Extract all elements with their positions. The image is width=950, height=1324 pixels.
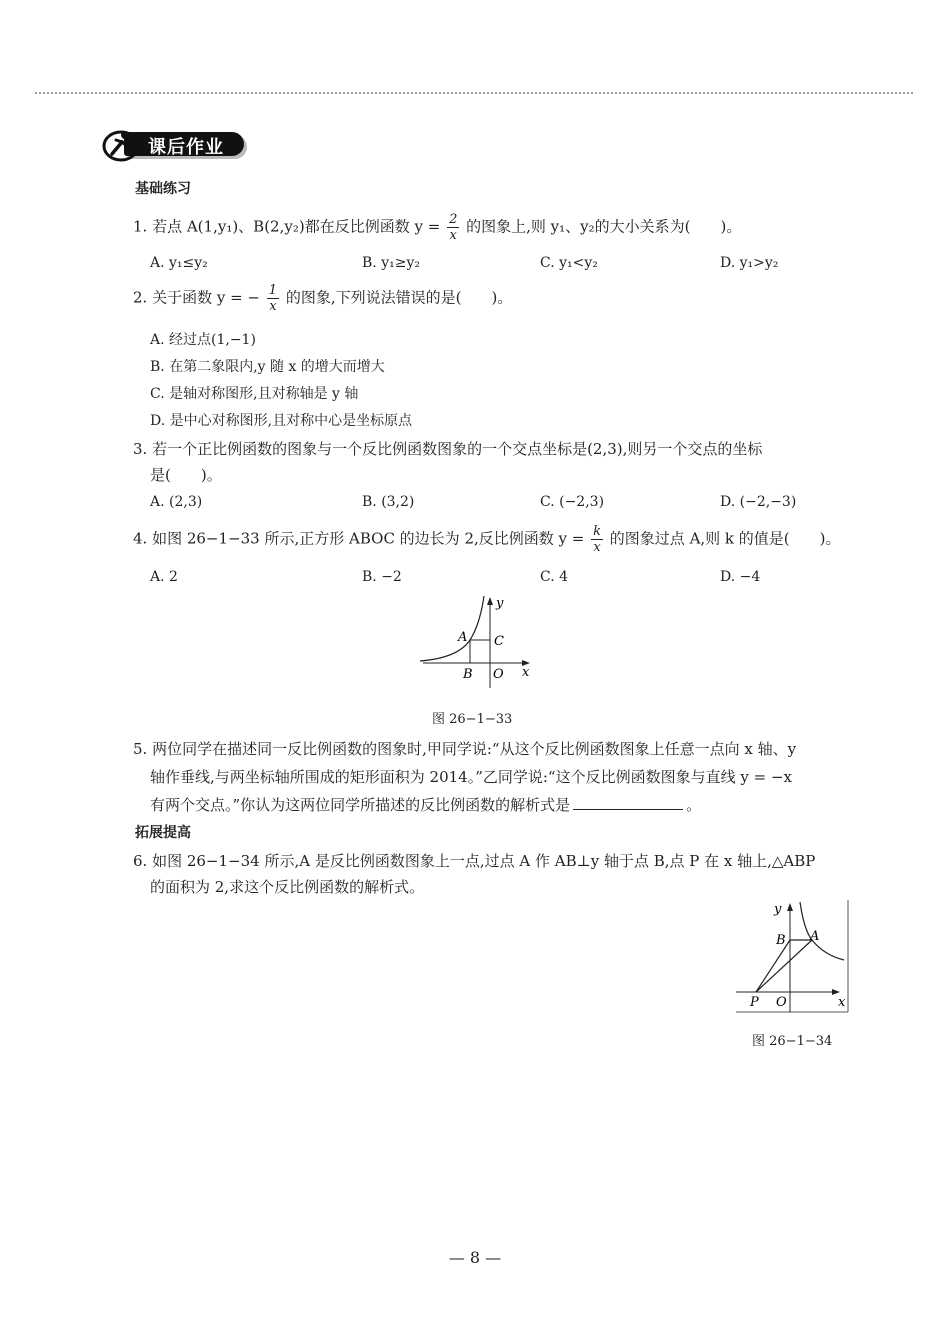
q4-text-a: 4. 如图 26−1−33 所示,正方形 ABOC 的边长为 2,反比例函数 y = — [133, 529, 585, 548]
label-a: A — [810, 929, 820, 944]
section-title: 课后作业 — [148, 137, 224, 158]
label-o: O — [493, 667, 504, 682]
q4-option-b: B. −2 — [362, 569, 402, 585]
q4-option-d: D. −4 — [720, 569, 761, 585]
hyperbola-curve — [420, 596, 484, 661]
figure-26-1-34 — [736, 900, 850, 1014]
q2-option-a: A. 经过点(1,−1) — [150, 332, 256, 348]
figure-26-1-33 — [418, 594, 536, 692]
q2-text-a: 2. 关于函数 y = − — [133, 288, 260, 307]
figure-26-1-34-caption: 图 26−1−34 — [752, 1034, 833, 1049]
q2-option-c: C. 是轴对称图形,且对称轴是 y 轴 — [150, 386, 359, 402]
label-x: x — [522, 665, 530, 680]
question-3-line-1: 3. 若一个正比例函数的图象与一个反比例函数图象的一个交点坐标是(2,3),则另一个交点的坐标 — [133, 440, 763, 458]
question-4 — [133, 525, 841, 554]
q2-option-d: D. 是中心对称图形,且对称中心是坐标原点 — [150, 413, 413, 429]
q1-option-d: D. y₁>y₂ — [720, 255, 779, 271]
label-y: y — [496, 596, 504, 611]
y-axis-arrow-icon — [787, 903, 793, 911]
q1-option-a: A. y₁≤y₂ — [150, 255, 208, 271]
q5-answer-blank[interactable] — [573, 809, 683, 810]
question-6-line-2: 的面积为 2,求这个反比例函数的解析式。 — [150, 878, 425, 896]
question-6-line-1: 6. 如图 26−1−34 所示,A 是反比例函数图象上一点,过点 A 作 AB⊥y 轴于点 B,点 P 在 x 轴上,△ABP — [133, 852, 816, 870]
page-number: — 8 — — [448, 1248, 502, 1267]
label-b: B — [463, 667, 473, 682]
q5-text-a: 有两个交点。”你认为这两位同学所描述的反比例函数的解析式是 — [150, 796, 571, 814]
q1-text-b: 的图象上,则 y₁、y₂的大小关系为( )。 — [466, 217, 742, 236]
q3-option-b: B. (3,2) — [362, 494, 415, 510]
label-x: x — [838, 995, 846, 1010]
label-o: O — [776, 995, 787, 1010]
y-axis-arrow-icon — [487, 597, 493, 605]
q4-fraction: $\frac{k}{x}$ — [593, 524, 602, 555]
advanced-practice-heading: 拓展提高 — [135, 825, 191, 841]
q4-option-c: C. 4 — [540, 569, 569, 585]
q3-option-c: C. (−2,3) — [540, 494, 605, 510]
runner-logo-icon — [102, 128, 144, 162]
label-b: B — [776, 933, 786, 948]
label-a: A — [458, 630, 468, 645]
label-y: y — [774, 902, 782, 917]
question-1 — [133, 213, 741, 242]
q1-option-c: C. y₁<y₂ — [540, 255, 598, 271]
q2-fraction: $\frac{1}{x}$ — [268, 283, 278, 314]
square-abco — [470, 640, 490, 663]
question-5-line-3 — [150, 794, 701, 815]
q3-option-a: A. (2,3) — [150, 494, 203, 510]
header-divider — [35, 92, 913, 94]
q2-text-b: 的图象,下列说法错误的是( )。 — [285, 288, 513, 307]
question-2 — [133, 284, 512, 313]
q4-text-b: 的图象过点 A,则 k 的值是( )。 — [609, 529, 841, 548]
question-3-line-2: 是( )。 — [150, 466, 222, 484]
label-p: P — [750, 995, 759, 1010]
q5-text-b: 。 — [686, 796, 702, 814]
question-5-line-2: 轴作垂线,与两坐标轴所围成的矩形面积为 2014。”乙同学说:“这个反比例函数图象与直线 y = −x — [150, 768, 792, 786]
question-5-line-1: 5. 两位同学在描述同一反比例函数的图象时,甲同学说:“从这个反比例函数图象上任意一点向 x 轴、y — [133, 740, 797, 758]
basic-practice-heading: 基础练习 — [135, 181, 191, 197]
label-c: C — [494, 634, 504, 649]
q4-option-a: A. 2 — [150, 569, 178, 585]
q1-text-a: 1. 若点 A(1,y₁)、B(2,y₂)都在反比例函数 y = — [133, 217, 441, 236]
q2-option-b: B. 在第二象限内,y 随 x 的增大而增大 — [150, 359, 385, 375]
figure-26-1-33-caption: 图 26−1−33 — [432, 712, 513, 727]
q3-option-d: D. (−2,−3) — [720, 494, 797, 510]
q1-option-b: B. y₁≥y₂ — [362, 255, 420, 271]
hyperbola-curve — [800, 902, 844, 960]
q1-fraction: $\frac{2}{x}$ — [449, 212, 458, 243]
